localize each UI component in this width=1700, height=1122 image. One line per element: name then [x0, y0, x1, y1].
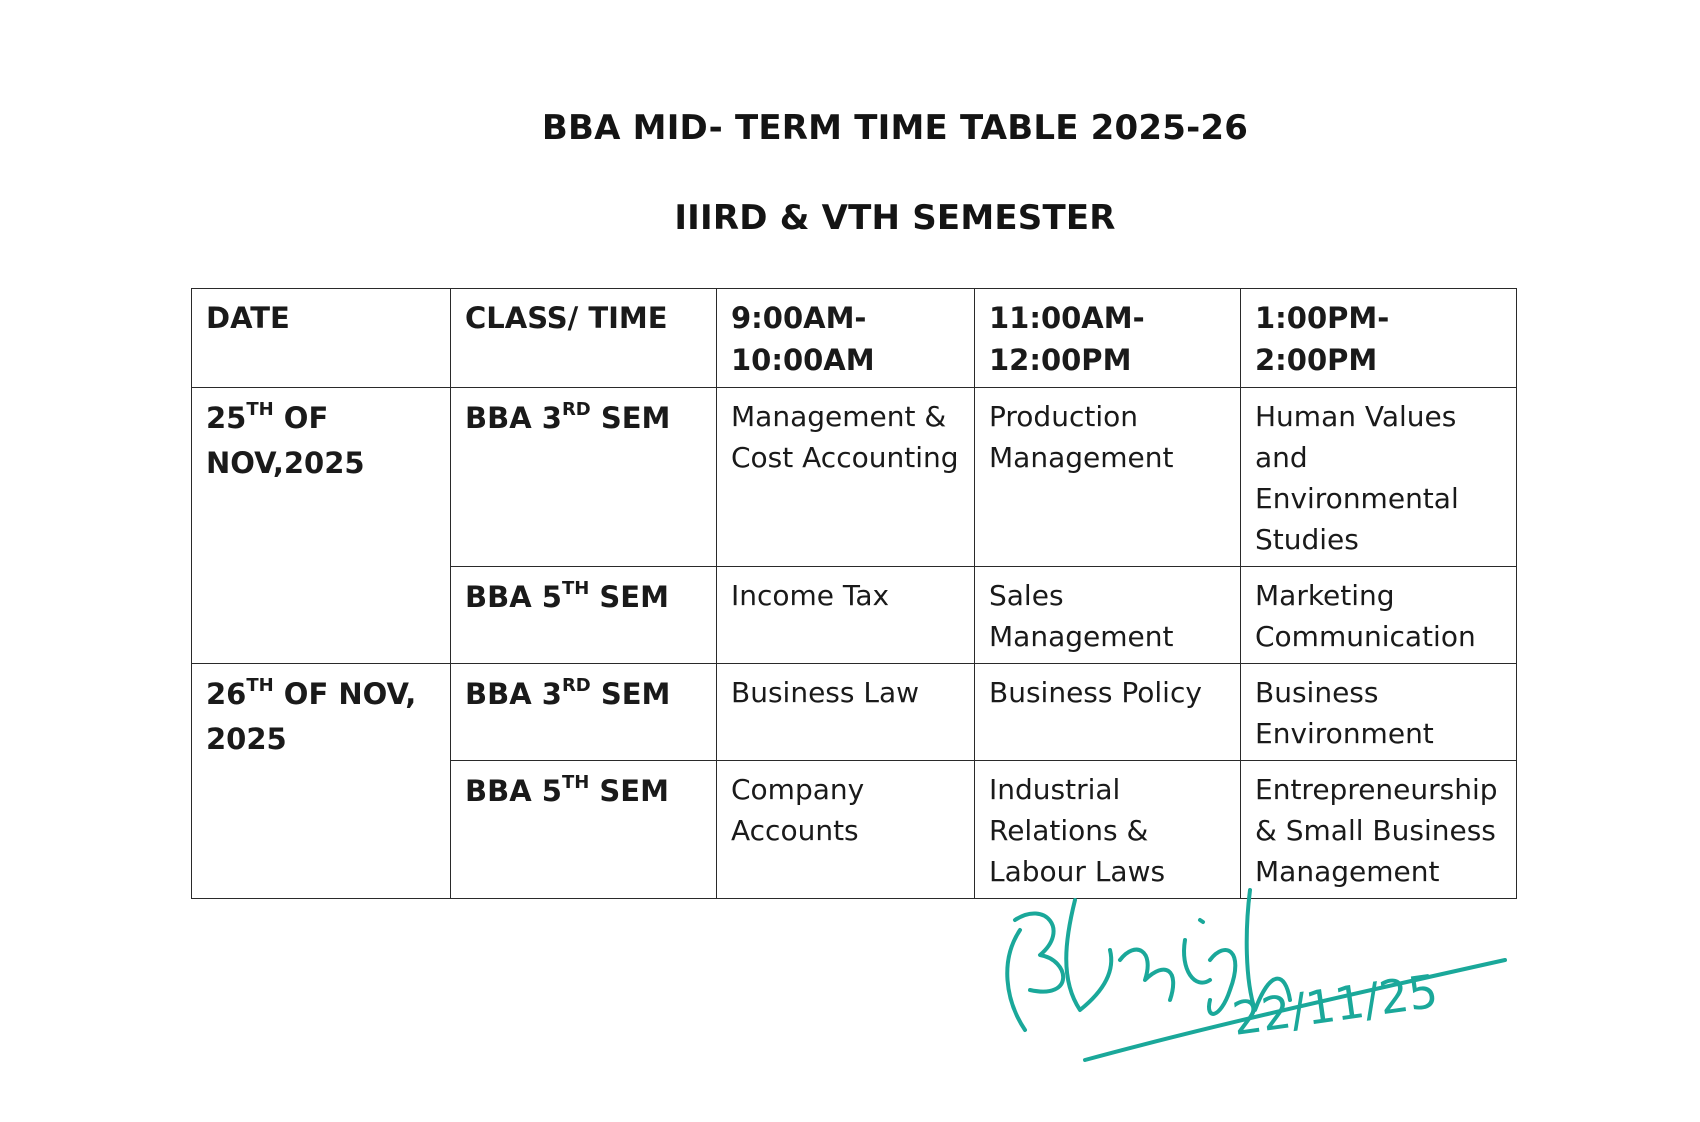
header-slot-2: 11:00AM- 12:00PM — [975, 289, 1241, 388]
subject-cell: Company Accounts — [717, 761, 975, 899]
subject-cell: Income Tax — [717, 567, 975, 664]
subject-cell: Entrepreneurship & Small Business Management — [1241, 761, 1517, 899]
handwritten-signature — [995, 860, 1535, 1080]
document-subtitle: IIIRD & VTH SEMESTER — [674, 198, 1116, 238]
table-row — [192, 664, 1517, 761]
subject-cell: Human Values and Environmental Studies — [1241, 388, 1517, 567]
document-title: BBA MID- TERM TIME TABLE 2025-26 — [541, 108, 1249, 148]
subject-cell: Business Law — [717, 664, 975, 761]
subject-cell: Production Management — [975, 388, 1241, 567]
header-slot-3: 1:00PM- 2:00PM — [1241, 289, 1517, 388]
class-cell: BBA 5TH SEM — [451, 761, 717, 899]
timetable — [191, 288, 1517, 899]
signature-date: 22/11/25 — [1229, 963, 1442, 1046]
class-cell: BBA 3RD SEM — [451, 664, 717, 761]
subject-cell: Management & Cost Accounting — [717, 388, 975, 567]
date-cell: 25TH OF NOV,2025 — [192, 388, 451, 664]
class-cell: BBA 5TH SEM — [451, 567, 717, 664]
class-cell: BBA 3RD SEM — [451, 388, 717, 567]
header-class-time: CLASS/ TIME — [451, 289, 717, 388]
subject-cell: Industrial Relations & Labour Laws — [975, 761, 1241, 899]
subject-cell: Business Policy — [975, 664, 1241, 761]
table-row — [192, 388, 1517, 567]
header-date: DATE — [192, 289, 451, 388]
header-slot-1: 9:00AM- 10:00AM — [717, 289, 975, 388]
header-row — [192, 289, 1517, 388]
subject-cell: Marketing Communication — [1241, 567, 1517, 664]
date-cell: 26TH OF NOV, 2025 — [192, 664, 451, 899]
subject-cell: Business Environment — [1241, 664, 1517, 761]
subject-cell: Sales Management — [975, 567, 1241, 664]
